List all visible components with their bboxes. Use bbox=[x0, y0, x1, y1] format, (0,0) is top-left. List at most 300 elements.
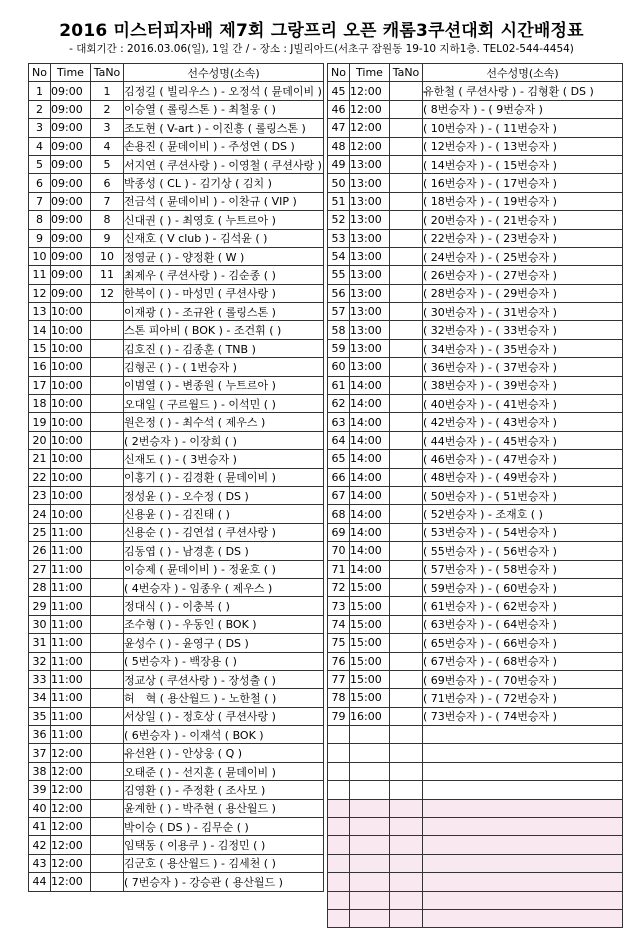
cell-tano bbox=[91, 670, 124, 688]
cell-time: 12:00 bbox=[51, 762, 91, 780]
table-row bbox=[29, 670, 324, 688]
cell-players: ( 36번승자 ) - ( 37번승자 ) bbox=[423, 358, 623, 376]
cell-time: 12:00 bbox=[350, 100, 390, 118]
table-row bbox=[328, 523, 623, 541]
cell-players: ( 53번승자 ) - ( 54번승자 ) bbox=[423, 523, 623, 541]
cell-no: 4 bbox=[29, 137, 51, 155]
table-row bbox=[29, 247, 324, 265]
cell-no: 53 bbox=[328, 229, 350, 247]
cell-time: 12:00 bbox=[51, 854, 91, 872]
event-info: - 대회기간 : 2016.03.06(일), 1일 간 / - 장소 : J빌리아드(서초구 잠원동 19-10 지하1층. TEL02-544-4454) bbox=[69, 43, 574, 55]
cell-players: ( 65번승자 ) - ( 66번승자 ) bbox=[423, 634, 623, 652]
table-row bbox=[328, 689, 623, 707]
cell-players: ( 71번승자 ) - ( 72번승자 ) bbox=[423, 689, 623, 707]
table-row bbox=[328, 634, 623, 652]
table-row bbox=[29, 82, 324, 100]
cell-players: ( 61번승자 ) - ( 62번승자 ) bbox=[423, 597, 623, 615]
cell-time: 13:00 bbox=[350, 192, 390, 210]
cell-no: 2 bbox=[29, 100, 51, 118]
cell-no: 1 bbox=[29, 82, 51, 100]
cell-players: ( 2번승자 ) - 이장희 ( ) bbox=[124, 431, 324, 449]
cell-time: 12:00 bbox=[350, 119, 390, 137]
cell-time: 13:00 bbox=[350, 174, 390, 192]
empty-cell bbox=[390, 909, 423, 927]
table-row bbox=[29, 505, 324, 523]
cell-no: 33 bbox=[29, 670, 51, 688]
cell-tano: 2 bbox=[91, 100, 124, 118]
table-row bbox=[29, 413, 324, 431]
cell-no: 11 bbox=[29, 266, 51, 284]
cell-no: 44 bbox=[29, 873, 51, 891]
cell-time: 11:00 bbox=[51, 707, 91, 725]
cell-players: 조도현 ( V-art ) - 이진흥 ( 롤링스톤 ) bbox=[124, 119, 324, 137]
empty-cell bbox=[390, 854, 423, 872]
table-row bbox=[29, 137, 324, 155]
cell-time: 14:00 bbox=[350, 505, 390, 523]
cell-no: 54 bbox=[328, 247, 350, 265]
cell-tano bbox=[390, 155, 423, 173]
cell-tano bbox=[91, 542, 124, 560]
empty-cell bbox=[328, 799, 350, 817]
cell-players: 김동엽 ( ) - 남경훈 ( DS ) bbox=[124, 542, 324, 560]
cell-no: 60 bbox=[328, 358, 350, 376]
cell-time: 12:00 bbox=[51, 799, 91, 817]
cell-no: 55 bbox=[328, 266, 350, 284]
cell-tano bbox=[91, 321, 124, 339]
cell-players: ( 20번승자 ) - ( 21번승자 ) bbox=[423, 211, 623, 229]
table-row bbox=[29, 781, 324, 799]
cell-time: 12:00 bbox=[350, 82, 390, 100]
cell-no: 51 bbox=[328, 192, 350, 210]
cell-no: 67 bbox=[328, 486, 350, 504]
cell-players: 오태준 ( ) - 선지훈 ( 뮨데이비 ) bbox=[124, 762, 324, 780]
cell-tano: 6 bbox=[91, 174, 124, 192]
cell-no: 70 bbox=[328, 542, 350, 560]
table-row bbox=[328, 137, 623, 155]
cell-tano bbox=[390, 707, 423, 725]
cell-time: 14:00 bbox=[350, 468, 390, 486]
table-row bbox=[328, 486, 623, 504]
cell-tano bbox=[91, 431, 124, 449]
empty-cell bbox=[390, 836, 423, 854]
cell-time: 14:00 bbox=[350, 486, 390, 504]
cell-tano bbox=[91, 781, 124, 799]
cell-players: ( 30번승자 ) - ( 31번승자 ) bbox=[423, 303, 623, 321]
cell-no: 66 bbox=[328, 468, 350, 486]
empty-cell bbox=[328, 854, 350, 872]
empty-row bbox=[328, 873, 623, 891]
cell-no: 12 bbox=[29, 284, 51, 302]
table-row bbox=[29, 615, 324, 633]
cell-no: 22 bbox=[29, 468, 51, 486]
cell-tano bbox=[91, 376, 124, 394]
header-time: Time bbox=[350, 64, 390, 82]
cell-time: 13:00 bbox=[350, 229, 390, 247]
cell-no: 25 bbox=[29, 523, 51, 541]
cell-tano bbox=[91, 707, 124, 725]
cell-players: ( 40번승자 ) - ( 41번승자 ) bbox=[423, 395, 623, 413]
cell-time: 11:00 bbox=[51, 578, 91, 596]
cell-time: 14:00 bbox=[350, 431, 390, 449]
cell-tano bbox=[390, 303, 423, 321]
cell-tano: 5 bbox=[91, 155, 124, 173]
cell-no: 8 bbox=[29, 211, 51, 229]
cell-no: 58 bbox=[328, 321, 350, 339]
empty-cell bbox=[390, 762, 423, 780]
cell-players: 신재호 ( V club ) - 김석윤 ( ) bbox=[124, 229, 324, 247]
cell-players: 이홍기 ( ) - 김경환 ( 뮨데이비 ) bbox=[124, 468, 324, 486]
empty-cell bbox=[328, 818, 350, 836]
cell-tano bbox=[91, 652, 124, 670]
cell-players: 원은정 ( ) - 최수석 ( 제우스 ) bbox=[124, 413, 324, 431]
cell-tano bbox=[390, 486, 423, 504]
cell-no: 20 bbox=[29, 431, 51, 449]
cell-players: ( 69번승자 ) - ( 70번승자 ) bbox=[423, 670, 623, 688]
cell-tano bbox=[91, 413, 124, 431]
cell-tano bbox=[91, 634, 124, 652]
table-row bbox=[328, 413, 623, 431]
cell-no: 78 bbox=[328, 689, 350, 707]
cell-players: ( 55번승자 ) - ( 56번승자 ) bbox=[423, 542, 623, 560]
table-row bbox=[328, 431, 623, 449]
empty-cell bbox=[328, 873, 350, 891]
cell-time: 11:00 bbox=[51, 670, 91, 688]
cell-no: 72 bbox=[328, 578, 350, 596]
cell-time: 09:00 bbox=[51, 192, 91, 210]
table-row bbox=[29, 358, 324, 376]
cell-time: 13:00 bbox=[350, 155, 390, 173]
cell-time: 11:00 bbox=[51, 542, 91, 560]
cell-time: 11:00 bbox=[51, 523, 91, 541]
cell-time: 13:00 bbox=[350, 211, 390, 229]
table-row bbox=[328, 192, 623, 210]
cell-players: 윤성수 ( ) - 윤영구 ( DS ) bbox=[124, 634, 324, 652]
table-row bbox=[29, 229, 324, 247]
empty-row bbox=[328, 799, 623, 817]
empty-cell bbox=[350, 909, 390, 927]
cell-players: ( 52번승자 ) - 조재호 ( ) bbox=[423, 505, 623, 523]
cell-no: 73 bbox=[328, 597, 350, 615]
cell-time: 09:00 bbox=[51, 229, 91, 247]
cell-time: 09:00 bbox=[51, 247, 91, 265]
cell-tano: 8 bbox=[91, 211, 124, 229]
table-row bbox=[29, 560, 324, 578]
cell-time: 13:00 bbox=[350, 266, 390, 284]
table-row bbox=[328, 303, 623, 321]
table-row bbox=[29, 873, 324, 891]
cell-tano bbox=[91, 836, 124, 854]
cell-tano bbox=[390, 358, 423, 376]
cell-no: 48 bbox=[328, 137, 350, 155]
cell-time: 14:00 bbox=[350, 560, 390, 578]
table-row bbox=[328, 376, 623, 394]
empty-cell bbox=[350, 836, 390, 854]
cell-time: 15:00 bbox=[350, 670, 390, 688]
cell-no: 5 bbox=[29, 155, 51, 173]
cell-no: 30 bbox=[29, 615, 51, 633]
cell-players: 이승제 ( 뮨데이비 ) - 정윤호 ( ) bbox=[124, 560, 324, 578]
cell-no: 23 bbox=[29, 486, 51, 504]
table-row bbox=[328, 82, 623, 100]
cell-no: 27 bbox=[29, 560, 51, 578]
cell-tano bbox=[91, 854, 124, 872]
cell-no: 77 bbox=[328, 670, 350, 688]
cell-no: 41 bbox=[29, 818, 51, 836]
empty-cell bbox=[328, 836, 350, 854]
empty-cell bbox=[423, 909, 623, 927]
table-row bbox=[328, 578, 623, 596]
empty-cell bbox=[423, 744, 623, 762]
cell-tano bbox=[390, 266, 423, 284]
empty-row bbox=[328, 854, 623, 872]
cell-time: 12:00 bbox=[51, 744, 91, 762]
cell-players: ( 44번승자 ) - ( 45번승자 ) bbox=[423, 431, 623, 449]
cell-tano bbox=[91, 615, 124, 633]
table-row bbox=[328, 450, 623, 468]
cell-tano bbox=[91, 762, 124, 780]
table-row bbox=[328, 247, 623, 265]
cell-players: ( 67번승자 ) - ( 68번승자 ) bbox=[423, 652, 623, 670]
cell-players: 정성윤 ( ) - 오수정 ( DS ) bbox=[124, 486, 324, 504]
table-row bbox=[29, 284, 324, 302]
cell-tano bbox=[91, 689, 124, 707]
table-row bbox=[29, 652, 324, 670]
cell-no: 13 bbox=[29, 303, 51, 321]
cell-players: 손용진 ( 뮨데이비 ) - 주성연 ( DS ) bbox=[124, 137, 324, 155]
cell-tano bbox=[91, 799, 124, 817]
cell-tano bbox=[390, 339, 423, 357]
cell-time: 10:00 bbox=[51, 486, 91, 504]
header-no: No bbox=[29, 64, 51, 82]
table-row bbox=[328, 119, 623, 137]
cell-players: 김형곤 ( ) - ( 1번승자 ) bbox=[124, 358, 324, 376]
cell-no: 42 bbox=[29, 836, 51, 854]
table-row bbox=[29, 854, 324, 872]
cell-players: 정교상 ( 쿠션사랑 ) - 장성출 ( ) bbox=[124, 670, 324, 688]
cell-time: 10:00 bbox=[51, 431, 91, 449]
cell-no: 24 bbox=[29, 505, 51, 523]
header-players: 선수성명(소속) bbox=[124, 64, 324, 82]
cell-no: 6 bbox=[29, 174, 51, 192]
empty-row bbox=[328, 726, 623, 744]
cell-no: 7 bbox=[29, 192, 51, 210]
cell-players: ( 38번승자 ) - ( 39번승자 ) bbox=[423, 376, 623, 394]
cell-time: 10:00 bbox=[51, 395, 91, 413]
cell-tano bbox=[390, 82, 423, 100]
cell-players: ( 46번승자 ) - ( 47번승자 ) bbox=[423, 450, 623, 468]
cell-players: 한복이 ( ) - 마성민 ( 쿠션사랑 ) bbox=[124, 284, 324, 302]
page-title: 2016 미스터피자배 제7회 그랑프리 오픈 캐롬3쿠션대회 시간배정표 bbox=[59, 21, 584, 41]
cell-no: 36 bbox=[29, 726, 51, 744]
cell-no: 19 bbox=[29, 413, 51, 431]
empty-cell bbox=[328, 762, 350, 780]
cell-players: 정대식 ( ) - 이충복 ( ) bbox=[124, 597, 324, 615]
cell-time: 15:00 bbox=[350, 634, 390, 652]
cell-players: 허 혁 ( 용산월드 ) - 노한철 ( ) bbox=[124, 689, 324, 707]
cell-no: 28 bbox=[29, 578, 51, 596]
cell-tano bbox=[390, 192, 423, 210]
cell-time: 15:00 bbox=[350, 578, 390, 596]
cell-time: 14:00 bbox=[350, 376, 390, 394]
table-row bbox=[29, 818, 324, 836]
empty-cell bbox=[390, 726, 423, 744]
cell-tano bbox=[390, 174, 423, 192]
cell-tano bbox=[91, 395, 124, 413]
empty-cell bbox=[390, 799, 423, 817]
cell-players: ( 5번승자 ) - 백장용 ( ) bbox=[124, 652, 324, 670]
cell-time: 14:00 bbox=[350, 523, 390, 541]
empty-cell bbox=[390, 873, 423, 891]
empty-cell bbox=[328, 726, 350, 744]
cell-players: 박종성 ( CL ) - 김기상 ( 김치 ) bbox=[124, 174, 324, 192]
empty-cell bbox=[423, 836, 623, 854]
cell-tano bbox=[390, 119, 423, 137]
cell-time: 13:00 bbox=[350, 284, 390, 302]
cell-no: 74 bbox=[328, 615, 350, 633]
cell-time: 10:00 bbox=[51, 339, 91, 357]
empty-cell bbox=[423, 799, 623, 817]
table-row bbox=[328, 542, 623, 560]
cell-no: 31 bbox=[29, 634, 51, 652]
empty-row bbox=[328, 762, 623, 780]
cell-no: 57 bbox=[328, 303, 350, 321]
empty-row bbox=[328, 909, 623, 927]
cell-tano bbox=[91, 744, 124, 762]
table-row bbox=[29, 634, 324, 652]
cell-players: 이승열 ( 롤링스톤 ) - 최철웅 ( ) bbox=[124, 100, 324, 118]
cell-players: 서상일 ( ) - 정호상 ( 쿠션사랑 ) bbox=[124, 707, 324, 725]
cell-tano bbox=[91, 560, 124, 578]
cell-tano: 11 bbox=[91, 266, 124, 284]
cell-tano bbox=[91, 303, 124, 321]
cell-players: 신용윤 ( ) - 김진태 ( ) bbox=[124, 505, 324, 523]
cell-players: 김호진 ( ) - 김종훈 ( TNB ) bbox=[124, 339, 324, 357]
cell-tano bbox=[390, 542, 423, 560]
cell-players: ( 12번승자 ) - ( 13번승자 ) bbox=[423, 137, 623, 155]
table-row bbox=[328, 229, 623, 247]
cell-time: 11:00 bbox=[51, 689, 91, 707]
cell-tano bbox=[390, 229, 423, 247]
cell-time: 12:00 bbox=[51, 836, 91, 854]
cell-time: 11:00 bbox=[51, 726, 91, 744]
table-row bbox=[29, 468, 324, 486]
cell-players: ( 57번승자 ) - ( 58번승자 ) bbox=[423, 560, 623, 578]
table-row bbox=[29, 836, 324, 854]
cell-no: 43 bbox=[29, 854, 51, 872]
cell-time: 15:00 bbox=[350, 597, 390, 615]
table-row bbox=[328, 707, 623, 725]
cell-tano bbox=[390, 100, 423, 118]
cell-players: 윤계한 ( ) - 박주현 ( 용산월드 ) bbox=[124, 799, 324, 817]
cell-players: ( 50번승자 ) - ( 51번승자 ) bbox=[423, 486, 623, 504]
cell-players: ( 32번승자 ) - ( 33번승자 ) bbox=[423, 321, 623, 339]
header-time: Time bbox=[51, 64, 91, 82]
table-row bbox=[328, 211, 623, 229]
table-row bbox=[29, 155, 324, 173]
cell-players: 유한철 ( 쿠션사랑 ) - 김형환 ( DS ) bbox=[423, 82, 623, 100]
cell-tano bbox=[390, 670, 423, 688]
cell-time: 11:00 bbox=[51, 560, 91, 578]
table-row bbox=[328, 505, 623, 523]
cell-tano bbox=[390, 431, 423, 449]
empty-cell bbox=[423, 854, 623, 872]
cell-no: 46 bbox=[328, 100, 350, 118]
cell-time: 10:00 bbox=[51, 321, 91, 339]
table-row bbox=[328, 395, 623, 413]
cell-time: 11:00 bbox=[51, 634, 91, 652]
cell-time: 14:00 bbox=[350, 450, 390, 468]
table-row bbox=[328, 284, 623, 302]
cell-no: 65 bbox=[328, 450, 350, 468]
empty-row bbox=[328, 744, 623, 762]
table-row bbox=[328, 155, 623, 173]
table-row bbox=[328, 560, 623, 578]
table-row bbox=[328, 100, 623, 118]
cell-tano bbox=[390, 652, 423, 670]
cell-players: ( 26번승자 ) - ( 27번승자 ) bbox=[423, 266, 623, 284]
cell-tano bbox=[390, 211, 423, 229]
cell-tano bbox=[390, 634, 423, 652]
table-row bbox=[328, 266, 623, 284]
cell-tano bbox=[390, 321, 423, 339]
cell-players: ( 73번승자 ) - ( 74번승자 ) bbox=[423, 707, 623, 725]
cell-players: ( 28번승자 ) - ( 29번승자 ) bbox=[423, 284, 623, 302]
cell-time: 14:00 bbox=[350, 542, 390, 560]
cell-players: ( 18번승자 ) - ( 19번승자 ) bbox=[423, 192, 623, 210]
cell-tano bbox=[390, 578, 423, 596]
empty-cell bbox=[390, 781, 423, 799]
cell-no: 71 bbox=[328, 560, 350, 578]
empty-cell bbox=[350, 762, 390, 780]
cell-tano bbox=[390, 284, 423, 302]
header-tano: TaNo bbox=[91, 64, 124, 82]
cell-tano bbox=[91, 578, 124, 596]
empty-cell bbox=[423, 818, 623, 836]
cell-players: 김군호 ( 용산월드 ) - 김세천 ( ) bbox=[124, 854, 324, 872]
table-row bbox=[29, 321, 324, 339]
cell-players: 최제우 ( 쿠션사랑 ) - 김순종 ( ) bbox=[124, 266, 324, 284]
cell-no: 76 bbox=[328, 652, 350, 670]
cell-time: 11:00 bbox=[51, 652, 91, 670]
header-no: No bbox=[328, 64, 350, 82]
cell-tano bbox=[91, 597, 124, 615]
cell-no: 10 bbox=[29, 247, 51, 265]
cell-time: 09:00 bbox=[51, 82, 91, 100]
cell-no: 47 bbox=[328, 119, 350, 137]
cell-players: ( 63번승자 ) - ( 64번승자 ) bbox=[423, 615, 623, 633]
cell-tano bbox=[91, 818, 124, 836]
cell-time: 13:00 bbox=[350, 321, 390, 339]
table-row bbox=[29, 707, 324, 725]
cell-tano bbox=[390, 523, 423, 541]
cell-players: ( 8번승자 ) - ( 9번승자 ) bbox=[423, 100, 623, 118]
cell-time: 10:00 bbox=[51, 505, 91, 523]
empty-cell bbox=[423, 781, 623, 799]
empty-cell bbox=[328, 744, 350, 762]
cell-no: 79 bbox=[328, 707, 350, 725]
cell-players: 김영환 ( ) - 주정환 ( 조사모 ) bbox=[124, 781, 324, 799]
cell-time: 15:00 bbox=[350, 615, 390, 633]
cell-players: 스톤 피아비 ( BOK ) - 조건휘 ( ) bbox=[124, 321, 324, 339]
header-tano: TaNo bbox=[390, 64, 423, 82]
empty-cell bbox=[350, 818, 390, 836]
cell-no: 63 bbox=[328, 413, 350, 431]
table-row bbox=[29, 431, 324, 449]
cell-players: ( 22번승자 ) - ( 23번승자 ) bbox=[423, 229, 623, 247]
cell-players: 이재광 ( ) - 조규완 ( 롤링스톤 ) bbox=[124, 303, 324, 321]
cell-time: 09:00 bbox=[51, 100, 91, 118]
cell-no: 38 bbox=[29, 762, 51, 780]
